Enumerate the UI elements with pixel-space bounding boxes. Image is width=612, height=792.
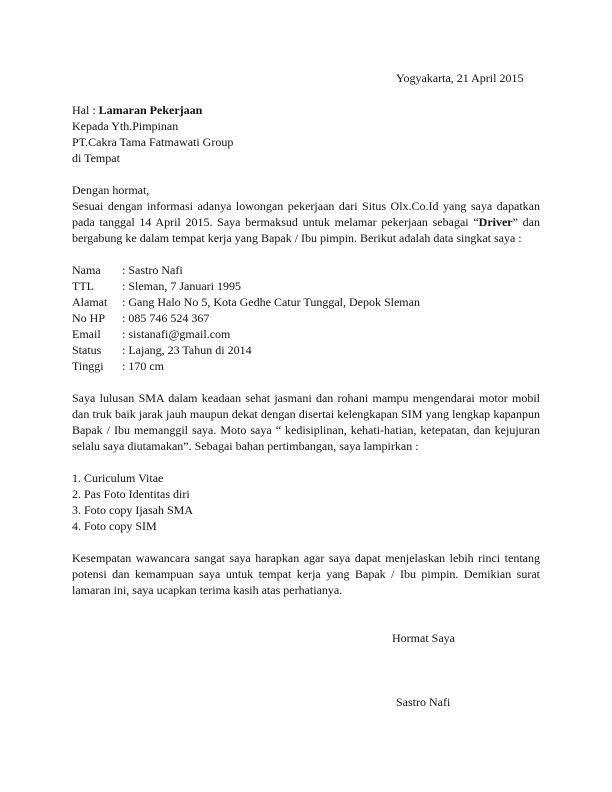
data-value: : Sastro Nafi (122, 263, 183, 277)
body-line-4: selalu saya diutamakan”. Sebagai bahan pertimbangan, saya lampirkan : (72, 439, 419, 453)
attachment-item: 1. Curiculum Vitae (72, 471, 164, 485)
recipient-line-3: di Tempat (72, 151, 120, 165)
attachment-item: 4. Foto copy SIM (72, 519, 157, 533)
data-label: Tinggi (72, 359, 104, 373)
date-line: Yogyakarta, 21 April 2015 (396, 71, 524, 85)
data-value: : 170 cm (122, 359, 164, 373)
data-value: : 085 746 524 367 (122, 311, 210, 325)
greeting: Dengan hormat, (72, 183, 150, 197)
subject-line (72, 102, 202, 118)
subject-title: Lamaran Pekerjaan (98, 103, 203, 117)
body-line-1: Saya lulusan SMA dalam keadaan sehat jasmani dan rohani mampu mengendarai motor mobil (72, 391, 540, 405)
intro-line-1: Sesuai dengan informasi adanya lowongan pekerjaan dari Situs Olx.Co.Id yang saya dapatkan (72, 199, 540, 213)
data-label: No HP (72, 311, 106, 325)
signoff: Hormat Saya (392, 631, 455, 645)
subject-prefix: Hal : (72, 103, 99, 117)
attachment-item: 2. Pas Foto Identitas diri (72, 487, 190, 501)
recipient-line-2: PT.Cakra Tama Fatmawati Group (72, 135, 234, 149)
data-value: : Sleman, 7 Januari 1995 (122, 279, 241, 293)
closing-line-1: Kesempatan wawancara sangat saya harapkan agar saya dapat menjelaskan lebih rinci tentang (72, 551, 540, 565)
position-driver: Driver (478, 215, 513, 229)
signature-name: Sastro Nafi (396, 695, 451, 709)
body-line-2: dan truk baik jarak jauh maupun dekat dengan disertai kelengkapan SIM yang lengkap kapanpun (72, 407, 540, 421)
attachment-item: 3. Foto copy Ijasah SMA (72, 503, 193, 517)
data-value: : Gang Halo No 5, Kota Gedhe Catur Tunggal, Depok Sleman (122, 295, 420, 309)
data-label: TTL (72, 279, 94, 293)
recipient-line-1: Kepada Yth.Pimpinan (72, 119, 179, 133)
data-value: : sistanafi@gmail.com (122, 327, 231, 341)
intro-line-2-text: pada tanggal 14 April 2015. Saya bermaksud untuk melamar pekerjaan sebagai “ (72, 215, 479, 229)
data-label: Nama (72, 263, 101, 277)
closing-line-2: potensi dan kemampuan saya untuk tempat kerja yang Bapak / Ibu pimpin. Demikian surat (72, 567, 540, 581)
intro-line-2-tail: ” dan (512, 215, 540, 229)
intro-line-3: bergabung ke dalam tempat kerja yang Bapak / Ibu pimpin. Berikut adalah data singkat saya : (72, 231, 522, 245)
closing-line-3: lamaran ini, saya ucapkan terima kasih atas perhatianya. (72, 583, 343, 597)
body-line-3: Bapak / Ibu memanggil saya. Moto saya “ kedisiplinan, kehati-hatian, ketepatan, dan kejujuran (72, 423, 540, 437)
data-label: Status (72, 343, 102, 357)
data-label: Alamat (72, 295, 108, 309)
intro-line-2 (72, 214, 540, 230)
data-label: Email (72, 327, 101, 341)
data-value: : Lajang, 23 Tahun di 2014 (122, 343, 252, 357)
